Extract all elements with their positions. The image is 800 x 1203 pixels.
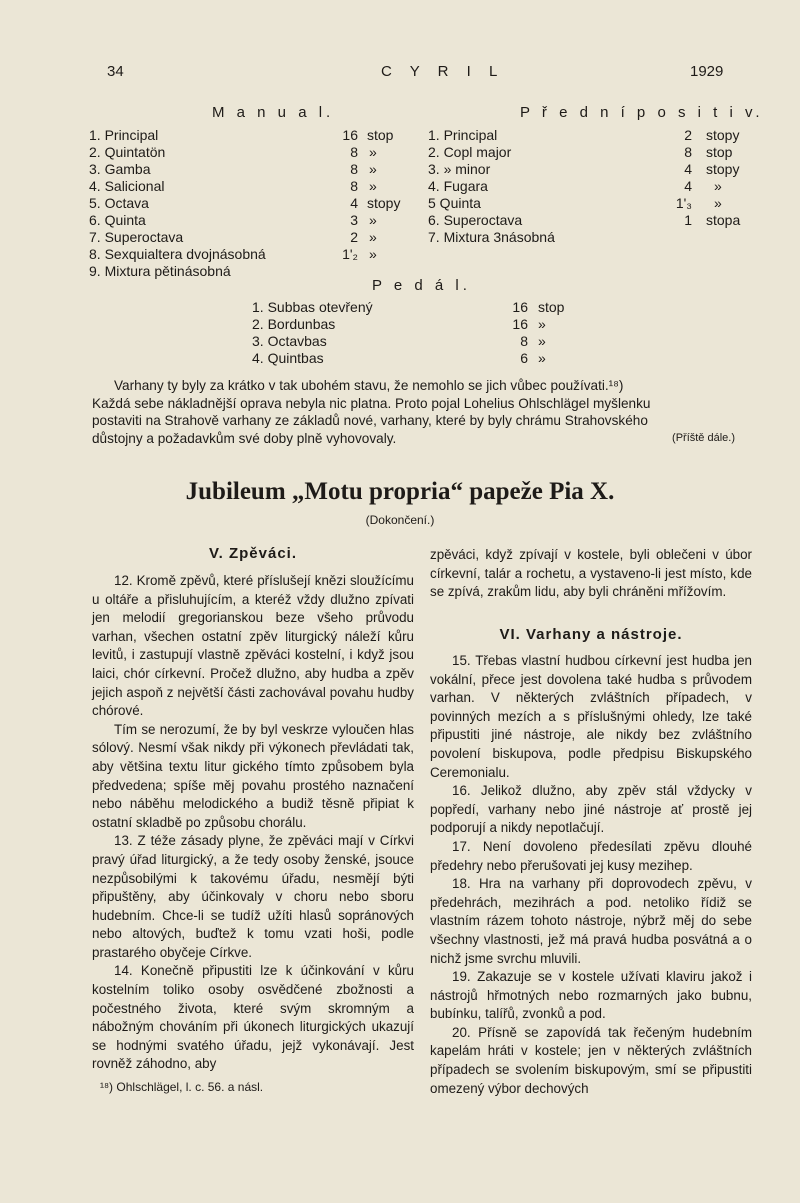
- register-size: 8: [350, 144, 358, 160]
- register-unit: stop: [367, 127, 394, 143]
- section-heading-zpevaci: V. Zpěváci.: [209, 545, 297, 562]
- register-unit: stop: [706, 144, 733, 160]
- right-column: [430, 652, 752, 1098]
- paragraph-17: 17. Není dovoleno předesílati zpěvu dlouhé předehry nebo přerušovati jej kusy mezihер.: [430, 838, 752, 873]
- register-item: 2. Quintatön: [89, 144, 166, 160]
- positiv-heading: P ř e d n í p o s i t i v.: [520, 104, 764, 121]
- footnote: ¹⁸) Ohlschlägel, l. c. 56. a násl.: [100, 1080, 264, 1094]
- register-size: 16: [512, 299, 528, 315]
- paragraph-18: 18. Hra na varhany při doprovodech zpěvu, v předehrách, mezihrách a pod. netoliko řídiž se vlastním rázem tohoto nástroje, nýbrž měj do sebe všechny vlastnosti, jež má pravá hudba posvátná a o nichž jsme svrchu mluvili.: [430, 876, 752, 966]
- manual-sizes: [326, 127, 358, 263]
- manual-heading: M a n u a l.: [212, 104, 335, 121]
- positiv-units: [706, 127, 740, 229]
- register-item: 5 Quinta: [428, 195, 481, 211]
- register-item: 6. Quinta: [89, 212, 146, 228]
- register-size: 16: [512, 316, 528, 332]
- journal-title: C Y R I L: [381, 63, 505, 80]
- register-unit: »: [369, 178, 377, 194]
- paragraph-continued: zpěváci, když zpívají v kostele, byli oblečeni v úbor církevní, talár a rochetu, a vystaveno-li jest místo, kde se zpívá, zrakům lidu, aby byli chráněni mřížovím.: [430, 547, 752, 600]
- intro-paragraph: [92, 377, 747, 447]
- register-size: 8: [350, 161, 358, 177]
- register-item: 2. Copl major: [428, 144, 512, 160]
- manual-units: [367, 127, 400, 263]
- register-item: 3. Gamba: [89, 161, 151, 177]
- pedal-registers: [252, 299, 373, 367]
- paragraph-20: 20. Přísně se zapovídá tak řečeným hudebním kapelám hráti v kostele; jen v některých zvláštních případech se svolením biskupovým, smí se připustiti omezený výbor dechových: [430, 1024, 752, 1096]
- left-column: [92, 572, 414, 1074]
- intro-line: Varhany ty byly za krátko v tak ubohém stavu, že nemohlo se jich vůbec používati.¹⁸): [114, 378, 624, 393]
- paragraph-15: 15. Třebas vlastní hudbou církevní jest hudba jen vokální, přece jest dovolena také hudba s průvodem varhan. V některých zvláštních případech, v povinných mezích a s příslušnými ohledy, lze také připustiti jiné nástroje, ale nikdy bez zvláštního povolení biskupova, podle předpisu Biskupského Ceremonialu.: [430, 653, 752, 780]
- register-item: 7. Superoctava: [89, 229, 184, 245]
- register-size: 8: [520, 333, 528, 349]
- continued-note: (Příště dále.): [672, 431, 735, 444]
- paragraph-12b: Tím se nerozumí, že by byl veskrze vyloučen hlas sólový. Nesmí však nikdy při výkonech převládati tak, aby většina textu litur gického tímto způsobem byla předvedena; spíše měj povahu prostého naznačení nebo náběhu melodického a budiž těsně připiat k ostatní skladbě po způsobu chorálu.: [92, 721, 414, 830]
- register-item: 5. Octava: [89, 195, 149, 211]
- positiv-registers: [428, 127, 555, 246]
- section-heading-varhany: VI. Varhany a nástroje.: [499, 626, 683, 643]
- register-unit: »: [369, 246, 377, 262]
- register-unit: »: [369, 229, 377, 245]
- register-size: 1'₂: [342, 246, 358, 262]
- manual-registers: [89, 127, 266, 280]
- register-item: 1. Subbas otevřený: [252, 299, 373, 315]
- page-number: 34: [107, 63, 124, 80]
- register-unit: »: [714, 195, 722, 211]
- paragraph-12: 12. Kromě zpěvů, které příslušejí knězi sloužícímu u oltáře a přisluhujícím, a kteréž vždy dlužno zpívati jen melodií gregorianskou beze všeho průvodu varhan, všechen ostatní zpěv liturgický náleží kůru levitů, i zastupují vlastně zpěváci kostelní, i když jsou laici, chór církevní. Pročež dlužno, aby hudba a zpěv jejich aspoň z největší části zachovával povahu hudby chórové.: [92, 573, 414, 719]
- article-subtitle: (Dokončení.): [365, 513, 435, 527]
- paragraph-13: 13. Z téže zásady plyne, že zpěváci mají v Církvi pravý úřad liturgický, a že tedy osoby ženské, jsouce nezpůsobilými k takovému úřadu, nesmějí býti připuštěny, aby účinkovaly v choru nebo sboru hudebním. Chce-li se tudíž užíti hlasů sopránových nebo altových, buďtež k tomu vzati hoši, podle prastarého obyčeje Církve.: [92, 833, 414, 960]
- article-title: Jubileum „Motu propria“ papeže Pia X.: [185, 478, 615, 505]
- paragraph-14: 14. Konečně připustiti lze k účinkování v kůru kostelním toliko osoby osvědčené zbožnosti a počestného života, které svým skromným a nábožným chováním při úkonech liturgických ukazují se hodnými svatého úřadu, jejž vykonávají. Jest rovněž záhodno, aby: [92, 963, 414, 1072]
- paragraph-16: 16. Jelikož dlužno, aby zpěv stál vždycky v popředí, varhany nebo jiné nástroje ať prostě jej podporují a nikdy nepotlačují.: [430, 783, 752, 836]
- register-item: 3. » minor: [428, 161, 491, 177]
- register-size: 16: [342, 127, 358, 143]
- positiv-sizes: [660, 127, 692, 229]
- register-item: 8. Sexquialtera dvojnásobná: [89, 246, 266, 262]
- register-item: 4. Quintbas: [252, 350, 324, 366]
- year: 1929: [690, 63, 724, 80]
- register-unit: »: [714, 178, 722, 194]
- pedal-units: [538, 299, 564, 367]
- register-size: 1: [684, 212, 692, 228]
- register-size: 2: [684, 127, 692, 143]
- register-unit: »: [538, 316, 546, 332]
- register-item: 7. Mixtura 3násobná: [428, 229, 555, 245]
- register-size: 8: [684, 144, 692, 160]
- register-size: 2: [350, 229, 358, 245]
- register-unit: »: [369, 144, 377, 160]
- register-item: 6. Superoctava: [428, 212, 523, 228]
- register-unit: stop: [538, 299, 565, 315]
- register-item: 1. Principal: [89, 127, 159, 143]
- register-unit: »: [538, 350, 546, 366]
- register-item: 1. Principal: [428, 127, 498, 143]
- register-unit: »: [369, 161, 377, 177]
- register-size: 3: [350, 212, 358, 228]
- register-item: 2. Bordunbas: [252, 316, 336, 332]
- paragraph-19: 19. Zakazuje se v kostele užívati klaviru jakož i nástrojů hřmotných nebo rozmarných jako bubnu, bubínku, talířů, zvonků a pod.: [430, 969, 752, 1022]
- register-size: 6: [520, 350, 528, 366]
- register-item: 3. Octavbas: [252, 333, 327, 349]
- register-unit: stopa: [706, 212, 741, 228]
- register-size: 1'₃: [675, 195, 692, 211]
- register-size: 4: [684, 178, 692, 194]
- intro-line: postaviti na Strahově varhany ze základů nové, varhany, které by byly chrámu Strahovského: [92, 413, 648, 428]
- register-unit: »: [538, 333, 546, 349]
- pedal-heading: P e d á l.: [372, 277, 471, 294]
- intro-line: Každá sebe nákladnější oprava nebyla nic platna. Proto pojal Lohelius Ohlschlägel myšlenku: [92, 395, 651, 411]
- register-item: 9. Mixtura pětinásobná: [89, 263, 231, 279]
- register-size: 4: [350, 195, 358, 211]
- pedal-sizes: [496, 299, 528, 367]
- intro-line: důstojny a požadavkům své doby plně vyhovovaly.: [92, 430, 397, 446]
- register-unit: stopy: [706, 161, 740, 177]
- right-column-top: [430, 546, 752, 602]
- register-item: 4. Fugara: [428, 178, 488, 194]
- register-size: 4: [684, 161, 692, 177]
- register-unit: stopy: [367, 195, 401, 211]
- register-size: 8: [350, 178, 358, 194]
- register-unit: stopy: [706, 127, 740, 143]
- register-item: 4. Salicional: [89, 178, 165, 194]
- register-unit: »: [369, 212, 377, 228]
